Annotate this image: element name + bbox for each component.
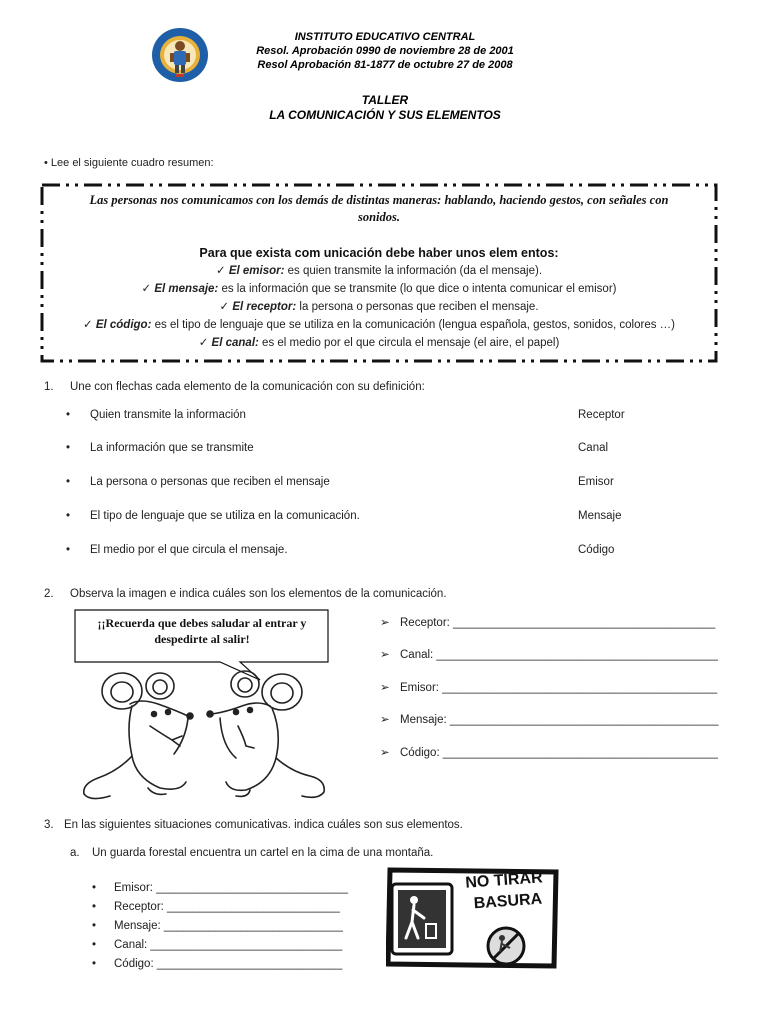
summary-item: ✓ El código: es el tipo de lenguaje que se utiliza en la comunicación (lengua española, gestos, sonidos, colores …): [82, 319, 675, 331]
q1-text: Une con flechas cada elemento de la comunicación con su definición:: [70, 381, 425, 393]
q1-definition: El tipo de lenguaje que se utiliza en la comunicación.: [90, 510, 360, 522]
q3-field[interactable]: Código: _____________________________: [114, 958, 343, 970]
q3-text: En las siguientes situaciones comunicativas. indica cuáles son sus elementos.: [64, 819, 463, 831]
bullet-icon: •: [66, 409, 71, 421]
q1-element: Canal: [578, 442, 609, 454]
q1-definition: El medio por el que circula el mensaje.: [90, 544, 288, 556]
resolution-1: Resol. Aprobación 0990 de noviembre 28 de 2001: [256, 45, 514, 57]
title-line-2: LA COMUNICACIÓN Y SUS ELEMENTOS: [269, 108, 501, 122]
bullet-icon: •: [66, 476, 71, 488]
title-line-1: TALLER: [361, 93, 409, 107]
school-name: INSTITUTO EDUCATIVO CENTRAL: [294, 31, 476, 43]
q3-field[interactable]: Receptor: ___________________________: [114, 901, 340, 913]
q3a-label: a.: [70, 847, 80, 859]
arrow-bullet-icon: ➢: [380, 649, 390, 661]
check-icon: ✓: [198, 337, 212, 349]
bullet-icon: •: [66, 544, 71, 556]
sign-text-line-2: BASURA: [473, 890, 543, 913]
check-icon: ✓: [219, 301, 233, 313]
sign-text-line-1: NO TIRAR: [464, 869, 544, 892]
bullet-icon: •: [92, 939, 97, 951]
q3-number: 3.: [44, 819, 54, 831]
summary-item: ✓ El emisor: es quien transmite la información (da el mensaje).: [215, 265, 543, 277]
q2-field[interactable]: Emisor: ___________________________________________: [400, 682, 718, 694]
q1-definition: La persona o personas que reciben el mensaje: [90, 476, 330, 488]
q1-element: Mensaje: [578, 510, 622, 522]
speech-bubble-line-1: ¡¡Recuerda que debes saludar al entrar y: [97, 616, 307, 630]
q2-field[interactable]: Mensaje: __________________________________________: [400, 714, 719, 726]
q1-number: 1.: [44, 381, 54, 393]
bullet-icon: •: [92, 958, 97, 970]
arrow-bullet-icon: ➢: [380, 747, 390, 759]
arrow-bullet-icon: ➢: [380, 617, 390, 629]
arrow-bullet-icon: ➢: [380, 682, 390, 694]
q2-text: Observa la imagen e indica cuáles son los elementos de la comunicación.: [70, 588, 447, 600]
speech-bubble-line-2: despedirte al salir!: [154, 632, 250, 646]
q2-field[interactable]: Código: ___________________________________________: [400, 747, 718, 759]
q2-field[interactable]: Canal: ____________________________________________: [400, 649, 718, 661]
q3-field[interactable]: Emisor: ______________________________: [114, 882, 349, 894]
q3-field[interactable]: Mensaje: ____________________________: [114, 920, 343, 932]
check-icon: ✓: [141, 283, 155, 295]
resolution-2: Resol Aprobación 81-1877 de octubre 27 de 2008: [257, 59, 513, 71]
q3-field[interactable]: Canal: ______________________________: [114, 939, 343, 951]
q3a-text: Un guarda forestal encuentra un cartel en la cima de una montaña.: [92, 847, 434, 859]
bullet-icon: •: [92, 901, 97, 913]
summary-line-1: Las personas nos comunicamos con los demás de distintas maneras: hablando, haciendo gestos, con señales con: [89, 193, 669, 207]
summary-heading: Para que exista com unicación debe haber unos elem entos:: [199, 246, 559, 260]
q2-number: 2.: [44, 588, 54, 600]
q1-definition: La información que se transmite: [90, 442, 254, 454]
bullet-icon: •: [92, 882, 97, 894]
bullet-icon: •: [66, 510, 71, 522]
q1-element: Emisor: [578, 476, 614, 488]
bullet-icon: •: [66, 442, 71, 454]
q2-field[interactable]: Receptor: _________________________________________: [400, 617, 716, 629]
summary-line-2: sonidos.: [357, 210, 401, 224]
intro-text: • Lee el siguiente cuadro resumen:: [44, 157, 214, 169]
q1-element: Receptor: [578, 409, 625, 421]
q1-element: Código: [578, 544, 615, 556]
summary-item: ✓ El canal: es el medio por el que circula el mensaje (el aire, el papel): [198, 337, 560, 349]
check-icon: ✓: [82, 319, 96, 331]
arrow-bullet-icon: ➢: [380, 714, 390, 726]
q1-definition: Quien transmite la información: [90, 409, 246, 421]
summary-item: ✓ El receptor: la persona o personas que reciben el mensaje.: [219, 301, 539, 313]
bullet-icon: •: [92, 920, 97, 932]
check-icon: ✓: [215, 265, 229, 277]
summary-item: ✓ El mensaje: es la información que se transmite (lo que dice o intenta comunicar el emisor): [141, 283, 617, 295]
